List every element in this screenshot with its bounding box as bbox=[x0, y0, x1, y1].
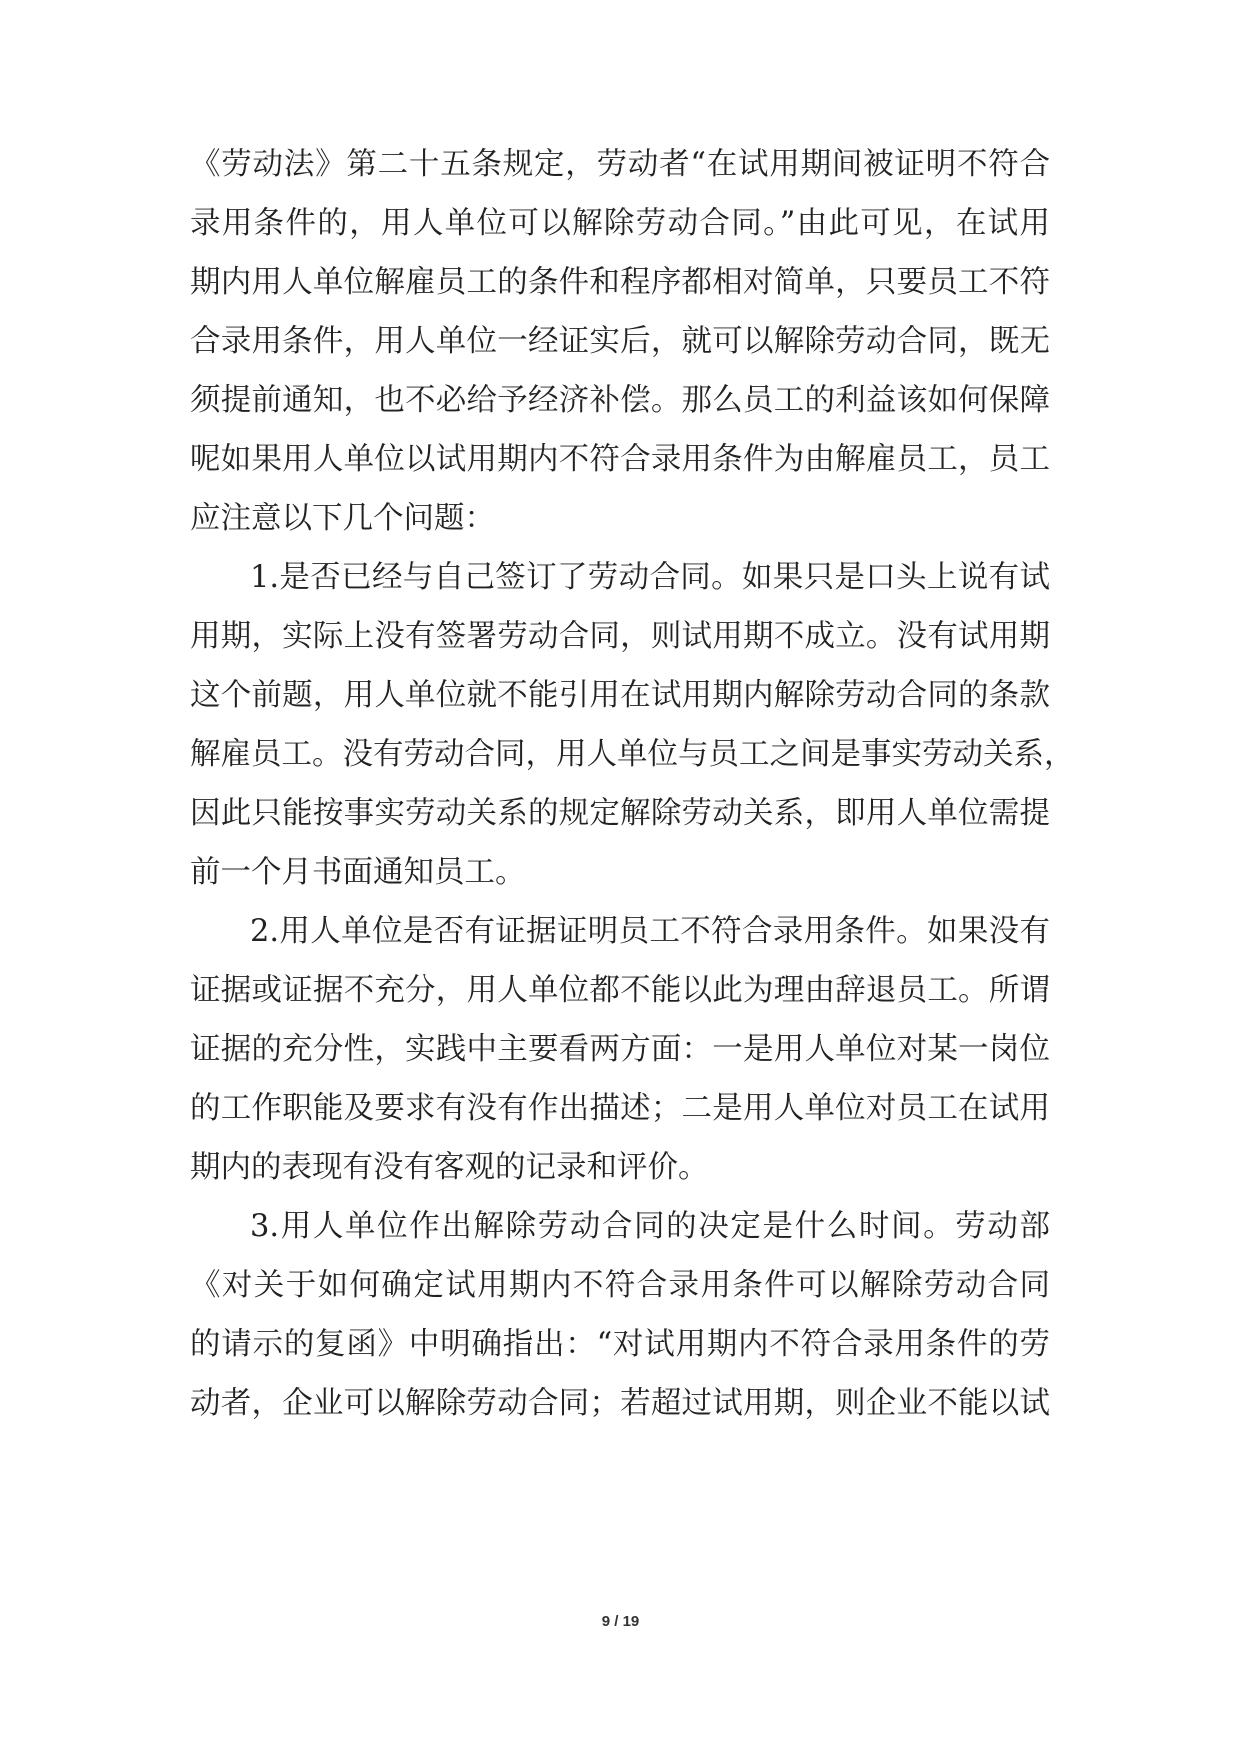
body-text-line: 解雇员工。没有劳动合同，用人单位与员工之间是事实劳动关系， bbox=[190, 737, 1075, 772]
body-text-line: 期内的表现有没有客观的记录和评价。 bbox=[190, 1150, 709, 1185]
list-item-3-line: 3.用人单位作出解除劳动合同的决定是什么时间。劳动部 bbox=[250, 1209, 1050, 1244]
body-text-line: 《劳动法》第二十五条规定，劳动者“在试用期间被证明不符合 bbox=[190, 147, 1050, 182]
body-text-line: 动者，企业可以解除劳动合同；若超过试用期，则企业不能以试 bbox=[190, 1386, 1050, 1421]
body-text-line: 证据的充分性，实践中主要看两方面：一是用人单位对某一岗位 bbox=[190, 1032, 1050, 1067]
body-text-line: 证据或证据不充分，用人单位都不能以此为理由辞退员工。所谓 bbox=[190, 973, 1050, 1008]
list-item-2-line: 2.用人单位是否有证据证明员工不符合录用条件。如果没有 bbox=[250, 914, 1050, 949]
body-text-line: 应注意以下几个问题： bbox=[190, 501, 495, 536]
list-item-1-line: 1.是否已经与自己签订了劳动合同。如果只是口头上说有试 bbox=[250, 560, 1050, 595]
body-text-line: 因此只能按事实劳动关系的规定解除劳动关系，即用人单位需提 bbox=[190, 796, 1050, 831]
body-text-line: 用期，实际上没有签署劳动合同，则试用期不成立。没有试用期 bbox=[190, 619, 1050, 654]
body-text-line: 前一个月书面通知员工。 bbox=[190, 855, 526, 890]
body-text-line: 的工作职能及要求有没有作出描述；二是用人单位对员工在试用 bbox=[190, 1091, 1050, 1126]
body-text-line: 合录用条件，用人单位一经证实后，就可以解除劳动合同，既无 bbox=[190, 324, 1050, 359]
body-text-line: 《对关于如何确定试用期内不符合录用条件可以解除劳动合同 bbox=[190, 1268, 1050, 1303]
body-text-line: 这个前题，用人单位就不能引用在试用期内解除劳动合同的条款 bbox=[190, 678, 1050, 713]
body-text-line: 期内用人单位解雇员工的条件和程序都相对简单，只要员工不符 bbox=[190, 265, 1050, 300]
page-number: 9 / 19 bbox=[601, 1613, 640, 1630]
body-text-line: 须提前通知，也不必给予经济补偿。那么员工的利益该如何保障 bbox=[190, 383, 1050, 418]
body-text-line: 呢如果用人单位以试用期内不符合录用条件为由解雇员工，员工 bbox=[190, 442, 1050, 477]
body-text-line: 录用条件的，用人单位可以解除劳动合同。”由此可见，在试用 bbox=[190, 206, 1050, 241]
body-text-line: 的请示的复函》中明确指出：“对试用期内不符合录用条件的劳 bbox=[190, 1327, 1050, 1362]
